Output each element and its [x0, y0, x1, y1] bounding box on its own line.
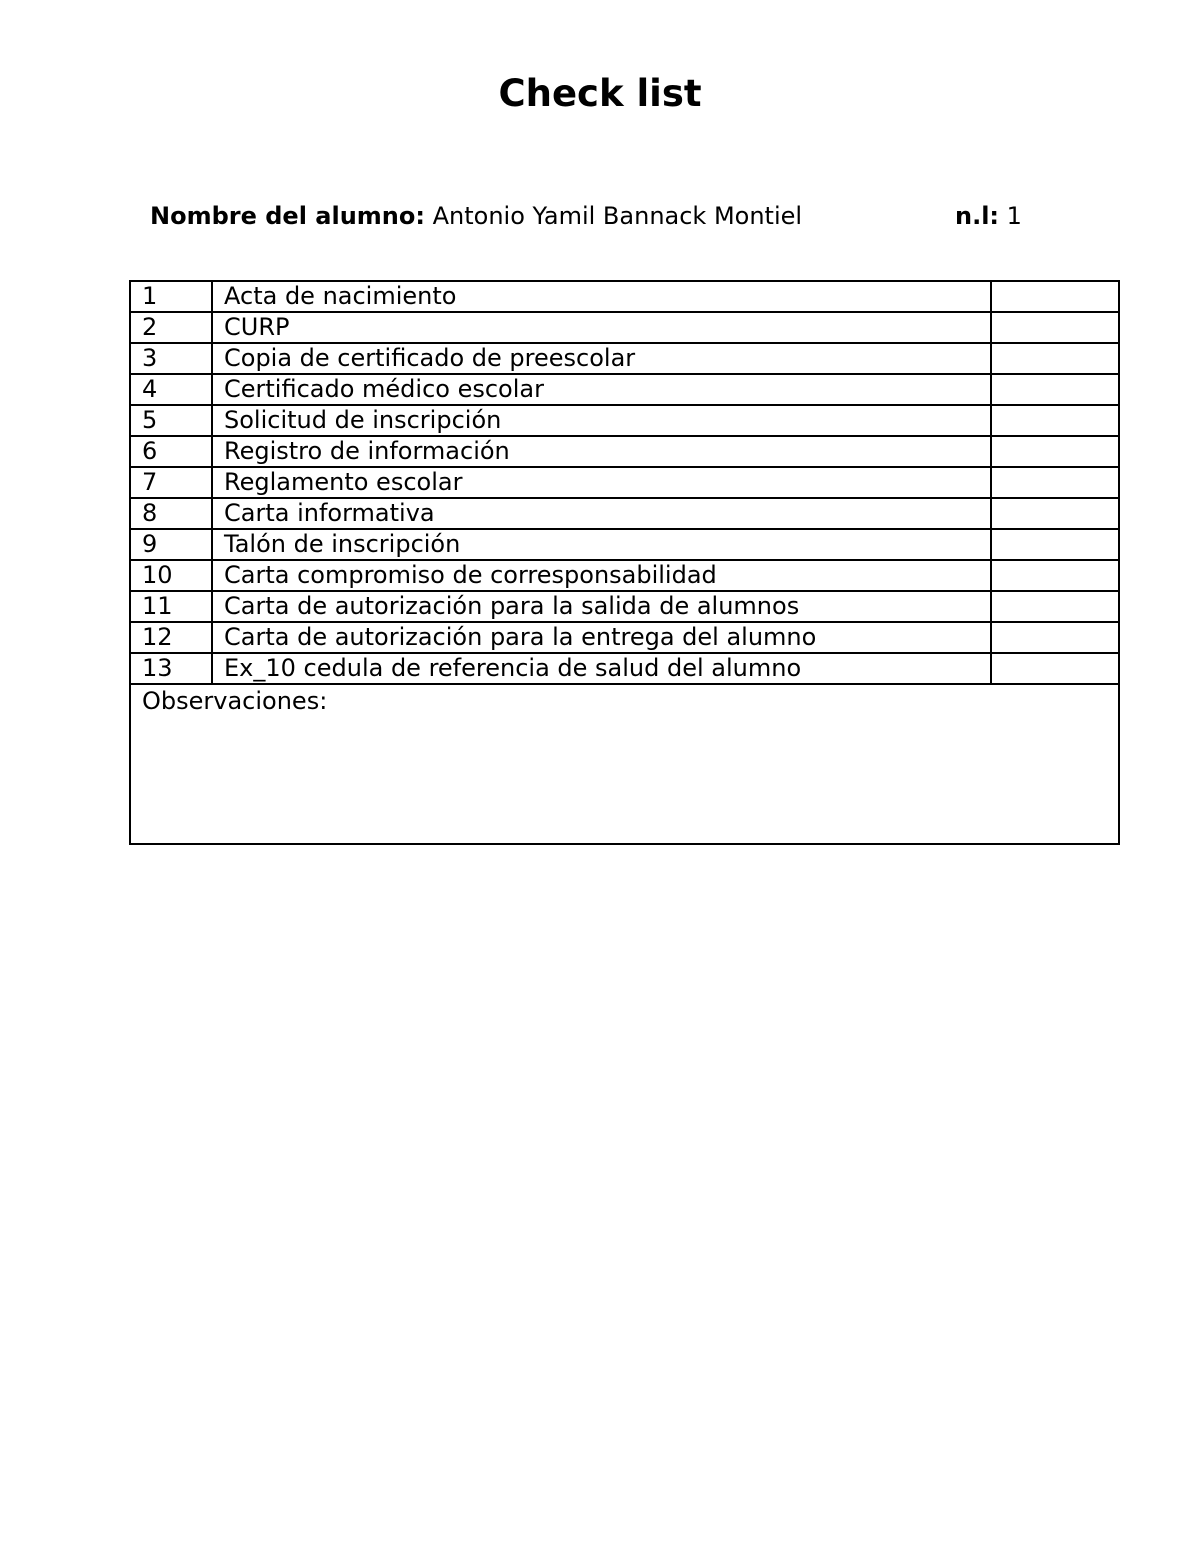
item-label: Reglamento escolar [212, 467, 991, 498]
student-name-value: Antonio Yamil Bannack Montiel [432, 202, 803, 230]
item-number: 6 [130, 436, 212, 467]
observations-label: Observaciones: [142, 687, 328, 715]
item-label: Registro de información [212, 436, 991, 467]
table-row [130, 312, 1119, 343]
list-number-line [955, 200, 1022, 232]
item-label: Solicitud de inscripción [212, 405, 991, 436]
table-row [130, 343, 1119, 374]
table-row [130, 498, 1119, 529]
observations-field[interactable] [130, 684, 1119, 844]
observations-row [130, 684, 1119, 844]
item-number: 13 [130, 653, 212, 684]
item-label: Talón de inscripción [212, 529, 991, 560]
item-number: 10 [130, 560, 212, 591]
item-label: Ex_10 cedula de referencia de salud del alumno [212, 653, 991, 684]
item-number: 9 [130, 529, 212, 560]
item-check-cell[interactable] [991, 281, 1119, 312]
item-number: 12 [130, 622, 212, 653]
item-check-cell[interactable] [991, 436, 1119, 467]
table-row [130, 405, 1119, 436]
item-number: 1 [130, 281, 212, 312]
item-check-cell[interactable] [991, 653, 1119, 684]
table-row [130, 622, 1119, 653]
item-label: Certificado médico escolar [212, 374, 991, 405]
table-row [130, 467, 1119, 498]
table-row [130, 560, 1119, 591]
table-row [130, 529, 1119, 560]
list-number-label: n.l: [955, 202, 1000, 230]
item-check-cell[interactable] [991, 560, 1119, 591]
item-check-cell[interactable] [991, 622, 1119, 653]
item-number: 3 [130, 343, 212, 374]
item-label: Carta de autorización para la salida de alumnos [212, 591, 991, 622]
item-check-cell[interactable] [991, 529, 1119, 560]
student-name-line [150, 200, 802, 232]
item-check-cell[interactable] [991, 498, 1119, 529]
item-label: CURP [212, 312, 991, 343]
item-number: 8 [130, 498, 212, 529]
item-check-cell[interactable] [991, 374, 1119, 405]
item-check-cell[interactable] [991, 591, 1119, 622]
item-check-cell[interactable] [991, 467, 1119, 498]
item-check-cell[interactable] [991, 405, 1119, 436]
page-title: Check list [498, 72, 702, 115]
item-label: Carta informativa [212, 498, 991, 529]
item-label: Copia de certificado de preescolar [212, 343, 991, 374]
student-name-label: Nombre del alumno: [150, 202, 425, 230]
table-row [130, 436, 1119, 467]
item-check-cell[interactable] [991, 343, 1119, 374]
item-check-cell[interactable] [991, 312, 1119, 343]
checklist-table [129, 280, 1120, 845]
item-label: Carta de autorización para la entrega del alumno [212, 622, 991, 653]
item-number: 11 [130, 591, 212, 622]
checklist-body [130, 281, 1119, 844]
item-number: 7 [130, 467, 212, 498]
item-label: Carta compromiso de corresponsabilidad [212, 560, 991, 591]
table-row [130, 374, 1119, 405]
table-row [130, 591, 1119, 622]
item-number: 4 [130, 374, 212, 405]
item-number: 2 [130, 312, 212, 343]
table-row [130, 281, 1119, 312]
item-label: Acta de nacimiento [212, 281, 991, 312]
table-row [130, 653, 1119, 684]
item-number: 5 [130, 405, 212, 436]
list-number-value: 1 [1006, 202, 1022, 230]
